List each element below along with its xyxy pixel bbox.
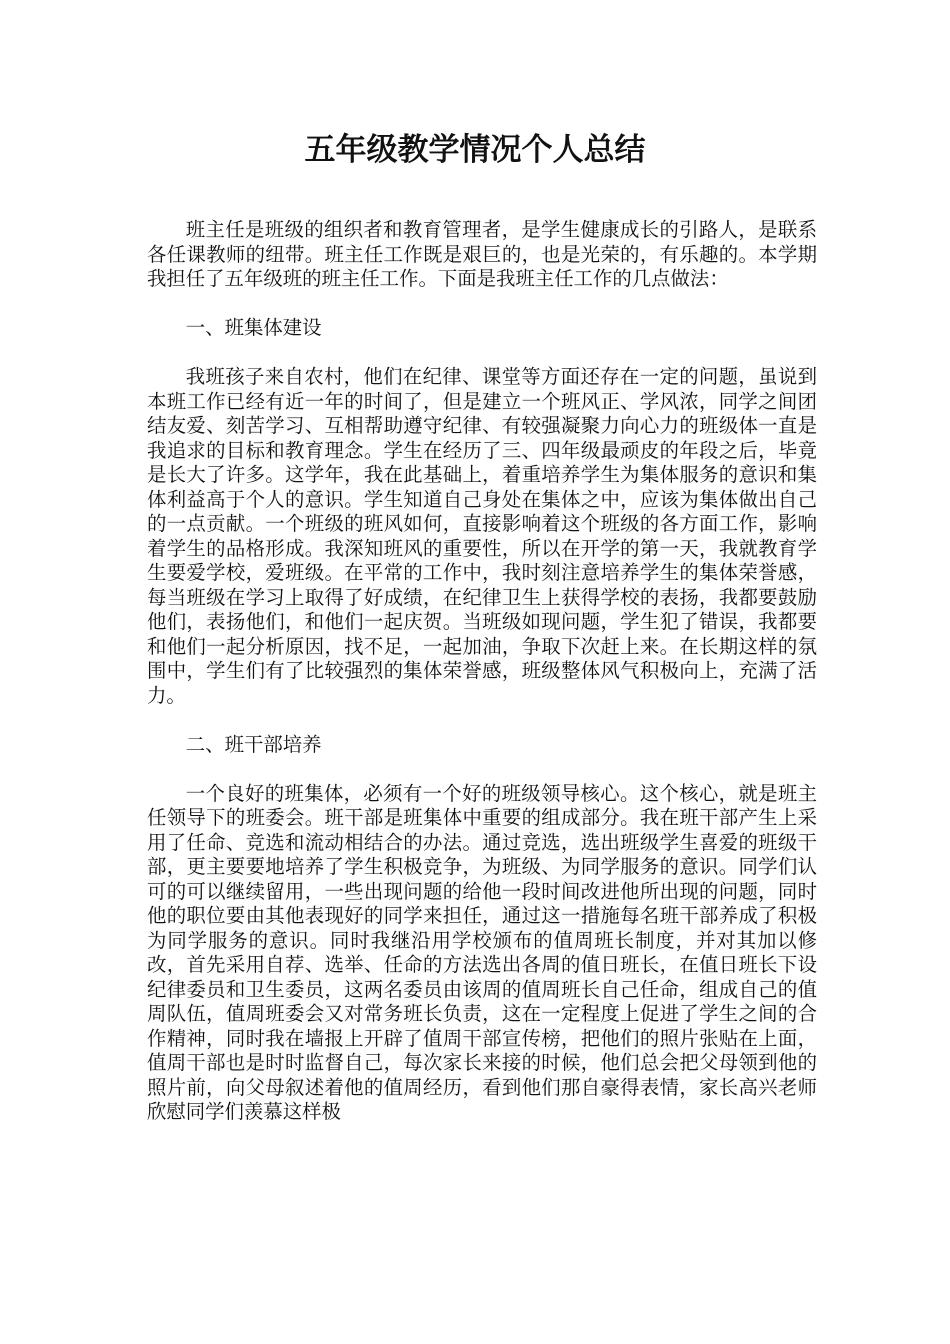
document-body <box>147 218 817 1149</box>
section-heading-class-building: 一、班集体建设 <box>185 316 322 339</box>
section-heading-cadre-training: 二、班干部培养 <box>185 732 322 756</box>
document-title: 五年级教学情况个人总结 <box>304 132 646 168</box>
intro-paragraph: 班主任是班级的组织者和教育管理者，是学生健康成长的引路人，是联系各任课教师的纽带。班主任工作既是艰巨的，也是光荣的，有乐趣的。本学期我担任了五年级班的班主任工作。下面是我班主任工作的几点做法： <box>147 218 817 290</box>
section-paragraph-class-building: 我班孩子来自农村，他们在纪律、课堂等方面还存在一定的问题，虽说到本班工作已经有近一年的时间了，但是建立一个班风正、学风浓，同学之间团结友爱、刻苦学习、互相帮助遵守纪律、有较强凝聚力向心力的班级体一直是我追求的目标和教育理念。学生在经历了三、四年级最顽皮的年段之后，毕竟是长大了许多。这学年，我在此基础上，着重培养学生为集体服务的意识和集体利益高于个人的意识。学生知道自己身处在集体之中，应该为集体做出自己的一点贡献。一个班级的班风如何，直接影响着这个班级的各方面工作，影响着学生的品格形成。我深知班风的重要性，所以在开学的第一天，我就教育学生要爱学校，爱班级。在平常的工作中，我时刻注意培养学生的集体荣誉感，每当班级在学习上取得了好成绩，在纪律卫生上获得学校的表扬，我都要鼓励他们，表扬他们，和他们一起庆贺。当班级如现问题，学生犯了错误，我都要和他们一起分析原因，找不足，一起加油，争取下次赶上来。在长期这样的氛围中，学生们有了比较强烈的集体荣誉感，班级整体风气积极向上，充满了活力。 <box>147 365 817 707</box>
section-paragraph-cadre-training: 一个良好的班集体，必须有一个好的班级领导核心。这个核心，就是班主任领导下的班委会。班干部是班集体中重要的组成部分。我在班干部产生上采用了任命、竞选和流动相结合的办法。通过竞选，选出班级学生喜爱的班级干部，更主要要地培养了学生积极竞争，为班级、为同学服务的意识。同学们认可的可以继续留用，一些出现问题的给他一段时间改进他所出现的问题，同时他的职位要由其他表现好的同学来担任，通过这一措施每名班干部养成了积极为同学服务的意识。同时我继沿用学校颁布的值周班长制度，并对其加以修改，首先采用自荐、选举、任命的方法选出各周的值日班长，在值日班长下设纪律委员和卫生委员，这两名委员由该周的值周班长自己任命，组成自己的值周队伍，值周班委会又对常务班长负责，这在一定程度上促进了学生之间的合作精神，同时我在墙报上开辟了值周干部宣传榜，把他们的照片张贴在上面，值周干部也是时时监督自己，每次家长来接的时候，他们总会把父母领到他的照片前，向父母叙述着他的值周经历，看到他们那自豪得表情，家长高兴老师欣慰同学们羡慕这样极 <box>147 781 817 1123</box>
